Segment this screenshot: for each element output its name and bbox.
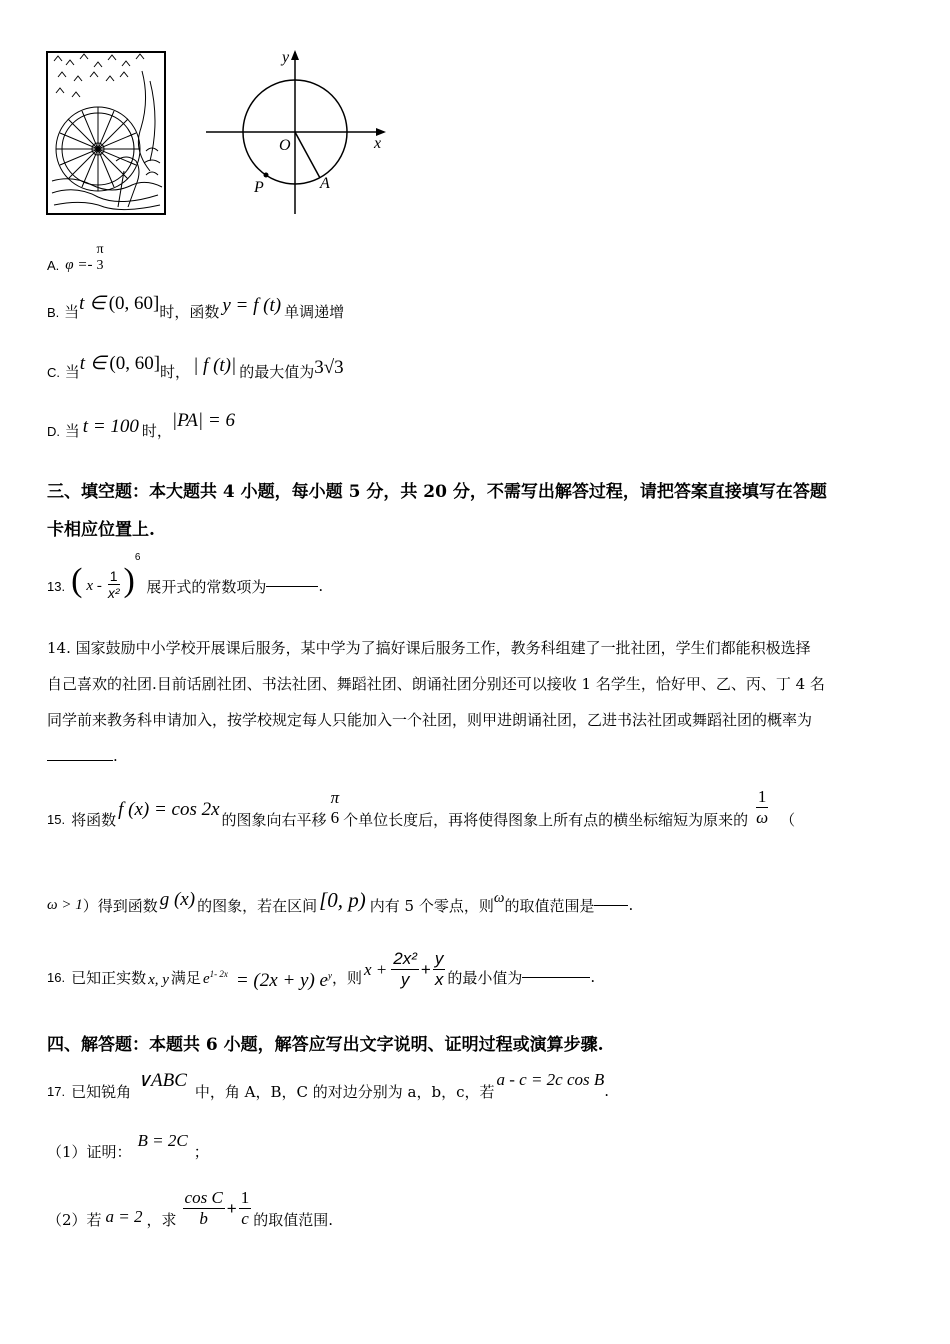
q15-t5: 的图象，若在区间 <box>197 896 318 915</box>
question-13 <box>47 548 323 610</box>
q16-eq-rhs: = (2x + y) $e^y$ <box>235 970 332 991</box>
q16-end: . <box>590 968 596 986</box>
q16-plus: + <box>420 960 431 979</box>
q17-part1 <box>47 1124 209 1164</box>
q13-answer-blank <box>266 585 318 587</box>
section4-heading: 四、解答题：本题共 6 小题，解答应写出文字说明、证明过程或演算步骤. <box>47 1035 604 1055</box>
question-15-line1 <box>47 782 795 834</box>
q17-p1-eq: B = 2C <box>137 1131 188 1150</box>
option-b-shi: 时，函数 <box>159 303 220 321</box>
q17-cond: a - c = 2c cos B <box>496 1070 605 1089</box>
q14-answer-blank <box>47 759 113 761</box>
q15-t6: 内有 5 个零点，则 <box>369 896 494 915</box>
q14-end: . <box>113 747 118 765</box>
question-15-line2 <box>47 880 633 920</box>
q15-number: 15. <box>47 811 66 827</box>
q15-t7: 的取值范围是 <box>504 896 595 915</box>
q16-t2: 满足 <box>170 968 201 987</box>
point-a-label: A <box>320 175 330 192</box>
q13-x: x - <box>86 577 102 594</box>
q15-t1: 将函数 <box>71 810 117 829</box>
q13-exponent: 6 <box>134 552 141 563</box>
q17-t2: 中，角 A，B，C 的对边分别为 a，b，c，若 <box>194 1082 495 1101</box>
q13-fraction: $\frac{1}{\text{x²}}$ <box>107 567 120 602</box>
q17-p2-tail: 的取值范围. <box>253 1210 334 1229</box>
q17-p2-fraction1: $\frac{\text{cos C}}{b}$ <box>184 1188 223 1229</box>
option-d-label: D. <box>47 424 60 439</box>
q13-number: 13. <box>47 578 66 594</box>
option-c <box>47 353 344 383</box>
q14-line4 <box>47 738 907 774</box>
q17-p2-mid: ，求 <box>146 1210 177 1229</box>
q15-t2: 的图象向右平移 <box>221 810 327 829</box>
option-a <box>47 236 108 280</box>
q17-p1-end: ； <box>193 1142 209 1161</box>
option-b-interval: (0, 60] <box>108 293 160 314</box>
option-b-func: y = f (t) <box>222 295 282 316</box>
q16-fraction1: $\frac{\text{2x²}}{y}$ <box>393 949 417 990</box>
option-b-dang: 当 <box>64 303 80 321</box>
q16-t3: ，则 <box>331 968 362 987</box>
option-a-fraction: π 3 <box>96 242 104 273</box>
question-16 <box>47 942 595 998</box>
q15-interval: [0, p) <box>319 887 366 912</box>
q15-end: . <box>628 896 634 914</box>
x-axis-label: x <box>374 135 382 152</box>
q17-p2-a: a = 2 <box>105 1207 143 1226</box>
q16-vars: x, y <box>148 971 169 988</box>
option-b-t-in: t ∈ <box>79 293 106 314</box>
q15-t4: ）得到函数 <box>82 896 158 915</box>
q17-end: . <box>604 1082 610 1100</box>
q17-t1: 已知锐角 <box>71 1082 132 1101</box>
q13-text: 展开式的常数项为 <box>146 577 267 596</box>
q17-p2-plus: + <box>226 1199 237 1218</box>
question-17 <box>47 1064 609 1104</box>
q15-func: f (x) = cos 2x <box>118 799 220 820</box>
q16-t1: 已知正实数 <box>71 968 147 987</box>
option-d-dang: 当 <box>64 422 80 440</box>
option-c-dang: 当 <box>64 363 80 381</box>
q17-number: 17. <box>47 1083 66 1099</box>
option-d-t-eq: t = 100 <box>82 416 139 437</box>
q16-fraction2: $\frac{y}{x}$ <box>434 949 444 990</box>
q15-pi-fraction: π 6 <box>330 787 340 827</box>
q16-expr-x: x + <box>363 960 388 979</box>
option-c-label: C. <box>47 365 60 380</box>
option-b-tail: 单调递增 <box>284 303 345 321</box>
point-p-label: P <box>254 179 264 196</box>
q16-number: 16. <box>47 969 66 985</box>
q16-t4: 的最小值为 <box>447 968 523 987</box>
q15-t3: 个单位长度后，再将使得图象上所有点的横坐标缩短为原来的 <box>343 810 749 829</box>
q16-eq-lhs: $e^{1- 2x}$ <box>202 968 228 987</box>
q14-line1: 14. 国家鼓励中小学校开展课后服务，某中学为了搞好课后服务工作，教务科组建了一批社团，学生们都能积极选择 <box>47 639 811 657</box>
q13-paren-left: ( <box>71 562 83 599</box>
option-c-mid: 的最大值为 <box>239 363 315 381</box>
option-a-label: A. <box>47 257 60 273</box>
question-14 <box>47 630 907 774</box>
option-c-abs-f: | f (t)| <box>193 355 237 376</box>
option-d-shi: 时， <box>141 422 172 440</box>
option-a-lhs: φ =- <box>65 256 93 273</box>
q16-answer-blank <box>522 976 590 978</box>
option-c-t-in: t ∈ <box>79 353 107 374</box>
option-b-label: B. <box>47 305 60 320</box>
option-c-shi: 时， <box>160 363 191 381</box>
q15-gfunc: g (x) <box>159 889 196 910</box>
q17-p1-label: （1）证明： <box>47 1142 132 1161</box>
option-d <box>47 410 235 442</box>
option-b <box>47 293 345 323</box>
q14-line2: 自己喜欢的社团.目前话剧社团、书法社团、舞蹈社团、朗诵社团分别还可以接收 1 名学生，恰好甲、乙、丙、丁 4 名 <box>47 675 825 693</box>
q15-cond: ω > 1 <box>47 896 83 913</box>
q13-end: . <box>318 577 324 595</box>
option-c-value: 3√3 <box>314 357 344 378</box>
circle-coordinate-figure <box>200 44 400 218</box>
option-d-pa: |PA| = 6 <box>171 410 235 431</box>
q17-part2 <box>47 1184 333 1234</box>
y-axis-label: y <box>282 49 290 66</box>
q15-answer-blank <box>594 904 628 906</box>
waterwheel-illustration <box>46 51 166 215</box>
q13-paren-right: ) <box>123 562 135 599</box>
q14-line3: 同学前来教务科申请加入，按学校规定每人只能加入一个社团，则甲进朗诵社团，乙进书法社团或舞蹈社团的概率为 <box>47 711 813 729</box>
q15-omega-fraction: $\frac{1}{\omega}$ <box>756 787 769 828</box>
q17-triangle: ∨ABC <box>137 1069 187 1091</box>
q15-omega: ω <box>493 889 505 906</box>
q15-paren-open: （ <box>780 810 796 829</box>
q17-p2-label: （2）若 <box>47 1210 102 1229</box>
option-c-interval: (0, 60] <box>109 353 161 374</box>
section3-heading-line2: 卡相应位置上. <box>47 520 155 540</box>
q17-p2-fraction2: $\frac{1}{c}$ <box>240 1188 250 1229</box>
origin-label: O <box>279 137 291 154</box>
section3-heading-line1: 三、填空题：本大题共 4 小题，每小题 5 分，共 20 分，不需写出解答过程，请把答案直接填写在答题 <box>47 482 827 502</box>
